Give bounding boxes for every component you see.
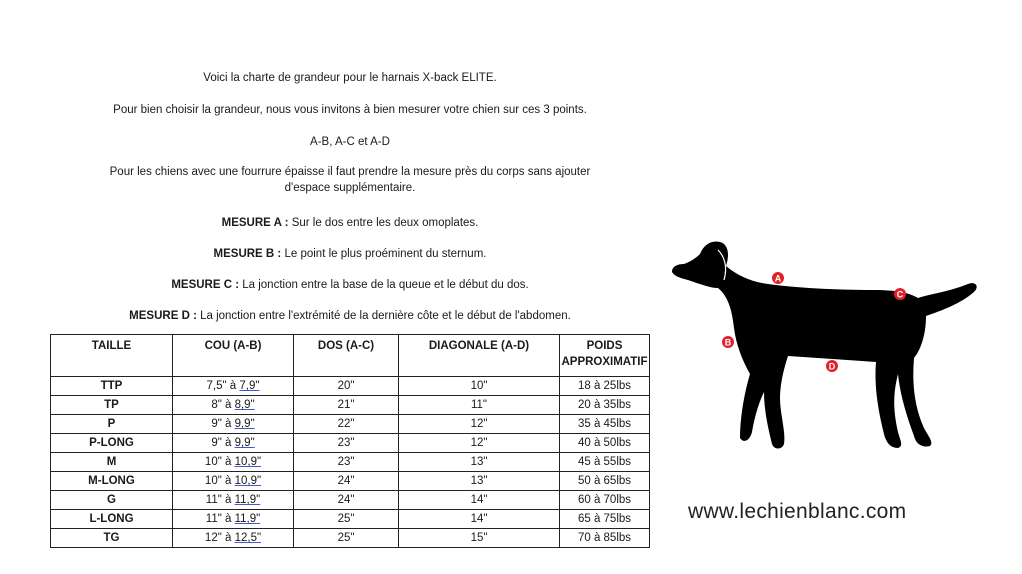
cell-poids: 20 à 35lbs [560,396,650,415]
cell-poids: 45 à 55lbs [560,453,650,472]
cell-dos: 22" [294,415,399,434]
cell-taille: TP [51,396,173,415]
measure-point-d-marker [826,360,838,372]
intro-instructions: Pour bien choisir la grandeur, nous vous invitons à bien mesurer votre chien sur ces 3 points. [113,104,587,116]
intro-points: A-B, A-C et A-D [310,136,390,148]
cell-cou: 7,5" à 7,9" [173,377,294,396]
dog-silhouette [672,242,977,449]
cell-poids: 35 à 45lbs [560,415,650,434]
cell-dos: 24" [294,491,399,510]
website-link[interactable]: www.lechienblanc.com [688,500,907,523]
cell-diagonale: 14" [399,510,560,529]
measure-point-b-marker [722,336,734,348]
intro-title: Voici la charte de grandeur pour le harnais X-back ELITE. [203,72,497,84]
cell-diagonale: 10" [399,377,560,396]
svg-text:B: B [724,337,732,348]
measure-point-a-marker [772,272,784,284]
dog-silhouette-figure [668,232,988,468]
cell-dos: 25" [294,510,399,529]
table-body [51,377,650,548]
cell-poids: 70 à 85lbs [560,529,650,548]
cell-dos: 24" [294,472,399,491]
table-row [51,472,650,491]
svg-text:A: A [774,273,782,284]
cell-taille: TG [51,529,173,548]
cell-taille: M [51,453,173,472]
cell-dos: 23" [294,453,399,472]
cell-diagonale: 14" [399,491,560,510]
cell-diagonale: 13" [399,453,560,472]
cell-dos: 25" [294,529,399,548]
cell-poids: 65 à 75lbs [560,510,650,529]
cell-taille: P-LONG [51,434,173,453]
svg-text:D: D [828,361,836,372]
cell-cou: 11" à 11,9" [173,491,294,510]
header-poids: POIDS APPROXIMATIF [560,335,650,377]
measure-d: MESURE D : La jonction entre l'extrémité de la dernière côte et le début de l'abdomen. [129,310,571,322]
cell-dos: 20" [294,377,399,396]
table-row [51,510,650,529]
header-dos: DOS (A-C) [294,335,399,377]
table-row [51,453,650,472]
cell-dos: 23" [294,434,399,453]
cell-cou: 9" à 9,9" [173,415,294,434]
table-row [51,396,650,415]
cell-poids: 60 à 70lbs [560,491,650,510]
measure-a: MESURE A : Sur le dos entre les deux omoplates. [221,217,479,229]
cell-poids: 50 à 65lbs [560,472,650,491]
header-cou: COU (A-B) [173,335,294,377]
cell-taille: G [51,491,173,510]
cell-cou: 8" à 8,9" [173,396,294,415]
table-row [51,415,650,434]
cell-cou: 10" à 10,9" [173,453,294,472]
table-row [51,377,650,396]
measure-c: MESURE C : La jonction entre la base de la queue et le début du dos. [171,279,529,291]
cell-diagonale: 12" [399,434,560,453]
header-diagonale: DIAGONALE (A-D) [399,335,560,377]
cell-taille: M-LONG [51,472,173,491]
table-row [51,529,650,548]
table-row [51,491,650,510]
table-header-row [51,335,650,377]
cell-diagonale: 11" [399,396,560,415]
measure-b: MESURE B : Le point le plus proéminent du sternum. [213,248,487,260]
cell-diagonale: 15" [399,529,560,548]
cell-taille: TTP [51,377,173,396]
svg-text:C: C [896,289,904,300]
measure-point-c-marker [894,288,906,300]
cell-cou: 9" à 9,9" [173,434,294,453]
cell-cou: 10" à 10,9" [173,472,294,491]
cell-poids: 18 à 25lbs [560,377,650,396]
size-table [50,334,650,548]
cell-poids: 40 à 50lbs [560,434,650,453]
table-row [51,434,650,453]
cell-diagonale: 13" [399,472,560,491]
cell-diagonale: 12" [399,415,560,434]
cell-taille: L-LONG [51,510,173,529]
intro-fur-note: Pour les chiens avec une fourrure épaisse il faut prendre la mesure près du corps sans ajouter d'espace supplémentaire. [109,166,591,194]
cell-cou: 11" à 11,9" [173,510,294,529]
cell-cou: 12" à 12,5" [173,529,294,548]
header-taille: TAILLE [51,335,173,377]
cell-taille: P [51,415,173,434]
cell-dos: 21" [294,396,399,415]
